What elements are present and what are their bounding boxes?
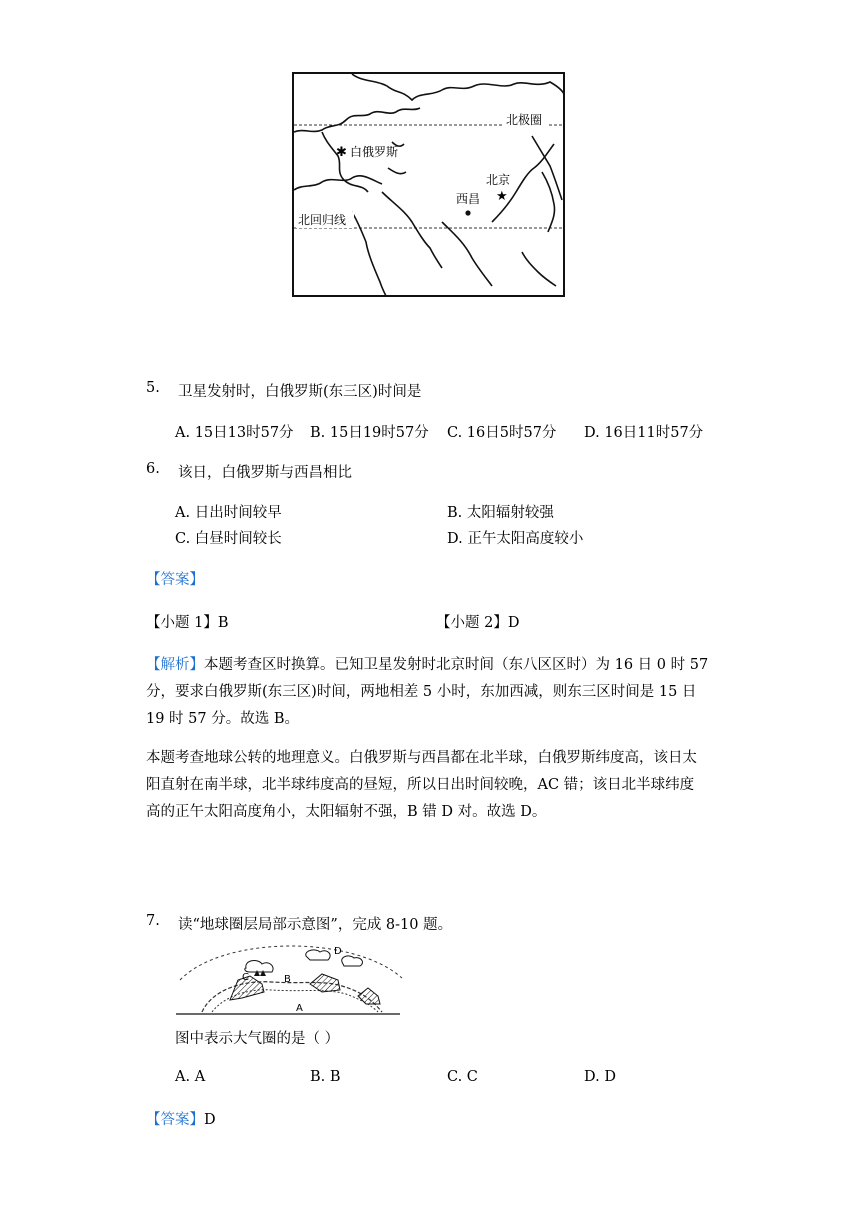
q5-option-d: D. 16日11时57分: [584, 425, 704, 441]
answer-sub1: 【小题 1】B: [146, 615, 229, 631]
q5-option-c: C. 16日5时57分: [447, 425, 557, 441]
analysis-p2-l2: 阳直射在南半球，北半球纬度高的昼短，所以日出时间较晚，AC 错；该日北半球纬度: [146, 777, 695, 793]
q6-option-d: D. 正午太阳高度较小: [447, 531, 584, 547]
q7-option-c: C. C: [447, 1069, 478, 1085]
analysis-p1-l3: 19 时 57 分。故选 B。: [146, 711, 299, 727]
analysis-paragraph-1: [146, 652, 708, 733]
q7-option-b: B. B: [310, 1069, 341, 1085]
asia-map-figure: [292, 72, 566, 298]
answer-sub2: 【小题 2】D: [436, 615, 520, 631]
diagram-label-c: C: [242, 972, 249, 983]
tropic-of-cancer-label: 北回归线: [298, 213, 347, 227]
q5-number: 5.: [146, 380, 160, 396]
xichang-label: 西昌: [456, 192, 481, 206]
arctic-circle-label: 北极圈: [506, 113, 543, 127]
q6-option-b: B. 太阳辐射较强: [447, 505, 554, 521]
analysis-p1-l2: 分，要求白俄罗斯(东三区)时间，两地相差 5 小时，东加西减，则东三区时间是 15 日: [146, 684, 697, 700]
analysis-p2-l3: 高的正午太阳高度角小，太阳辐射不强，B 错 D 对。故选 D。: [146, 804, 547, 820]
q7-question: 图中表示大气圈的是（ ）: [175, 1031, 340, 1047]
q7-option-d: D. D: [584, 1069, 616, 1085]
beijing-label: 北京: [486, 173, 511, 187]
analysis-p2-l1: 本题考查地球公转的地理意义。白俄罗斯与西昌都在北半球，白俄罗斯纬度高，该日太: [146, 750, 697, 766]
belarus-label: 白俄罗斯: [350, 145, 399, 159]
diagram-label-d: D: [334, 946, 342, 957]
xichang-dot: [465, 210, 470, 215]
q5-stem: 卫星发射时，白俄罗斯(东三区)时间是: [178, 384, 422, 400]
earth-spheres-diagram: [172, 940, 404, 1018]
answer-label: 【答案】: [146, 572, 204, 588]
analysis-label: 【解析】: [146, 657, 204, 673]
beijing-star-icon: ★: [496, 189, 508, 204]
q6-option-a: A. 日出时间较早: [175, 505, 282, 521]
diagram-label-a: A: [296, 1003, 303, 1014]
q6-stem: 该日，白俄罗斯与西昌相比: [178, 465, 352, 481]
q7-answer-label: 【答案】: [146, 1112, 204, 1128]
analysis-paragraph-2: [146, 745, 697, 826]
q7-option-a: A. A: [175, 1069, 206, 1085]
q7-stem: 读“地球圈层局部示意图”，完成 8-10 题。: [178, 917, 453, 933]
diagram-label-b: B: [284, 974, 291, 985]
analysis-p1-l1: 本题考查区时换算。已知卫星发射时北京时间（东八区区时）为 16 日 0 时 57: [204, 657, 709, 673]
q7-answer-value: D: [204, 1112, 216, 1128]
q7-answer: [146, 1108, 216, 1129]
q6-number: 6.: [146, 461, 160, 477]
q7-number: 7.: [146, 913, 160, 929]
q6-option-c: C. 白昼时间较长: [175, 531, 282, 547]
q5-option-b: B. 15日19时57分: [310, 425, 429, 441]
q5-option-a: A. 15日13时57分: [175, 425, 294, 441]
belarus-star-icon: ✱: [336, 145, 347, 160]
